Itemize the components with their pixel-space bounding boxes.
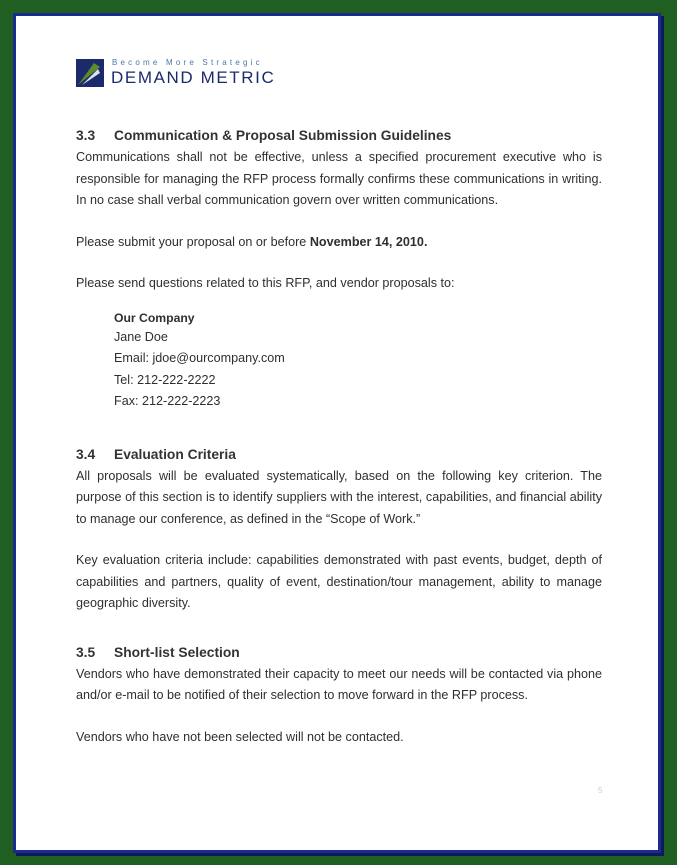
contact-company: Our Company (114, 310, 195, 325)
section-number: 3.3 (76, 128, 96, 143)
section-title: Communication & Proposal Submission Guidelines (114, 128, 452, 143)
paragraph: All proposals will be evaluated systematically, based on the following key criterion. The purpose of this section is to identify suppliers with the interest, capabilities, and financial ability to manage our conference, as defined in the “Scope of Work.” (76, 468, 602, 526)
section-heading (76, 126, 602, 147)
paragraph: Key evaluation criteria include: capabilities demonstrated with past events, budget, depth of capabilities and partners, quality of event, destination/tour management, ability to manage geographic diversity. (76, 553, 602, 610)
section-heading (76, 643, 602, 664)
section-number: 3.5 (76, 644, 96, 660)
contact-email: Email: jdoe@ourcompany.com (114, 351, 285, 365)
contact-block (76, 309, 602, 413)
document-page (13, 13, 661, 853)
paragraph: Vendors who have demonstrated their capacity to meet our needs will be contacted via phone and/or e-mail to be notified of their selection to move forward in the RFP process. (76, 666, 602, 702)
section-title: Evaluation Criteria (114, 446, 236, 462)
section-title: Short-list Selection (114, 644, 240, 660)
contact-fax: Fax: 212-222-2223 (114, 394, 221, 408)
paragraph: Vendors who have not been selected will not be contacted. (76, 729, 404, 744)
demand-metric-logo-icon (76, 59, 104, 87)
paragraph: Communications shall not be effective, unless a specified procurement executive who is responsible for managing the RFP process formally confirms these communications in writing. In no case shall verbal communication govern over written communications. (76, 150, 602, 207)
contact-name: Jane Doe (114, 329, 168, 344)
section-heading (76, 445, 602, 466)
submit-date: November 14, 2010. (309, 234, 428, 249)
logo (76, 58, 336, 90)
contact-tel: Tel: 212-222-2222 (114, 372, 216, 387)
logo-name: DEMAND METRIC (111, 68, 276, 87)
logo-tagline: Become More Strategic (112, 58, 263, 67)
send-questions-paragraph: Please send questions related to this RFP, and vendor proposals to: (76, 276, 455, 290)
section-number: 3.4 (76, 446, 96, 462)
page-number: 5 (598, 786, 603, 795)
submit-text: Please submit your proposal on or before (76, 234, 310, 249)
submit-paragraph (76, 232, 602, 254)
document-content (76, 126, 602, 748)
